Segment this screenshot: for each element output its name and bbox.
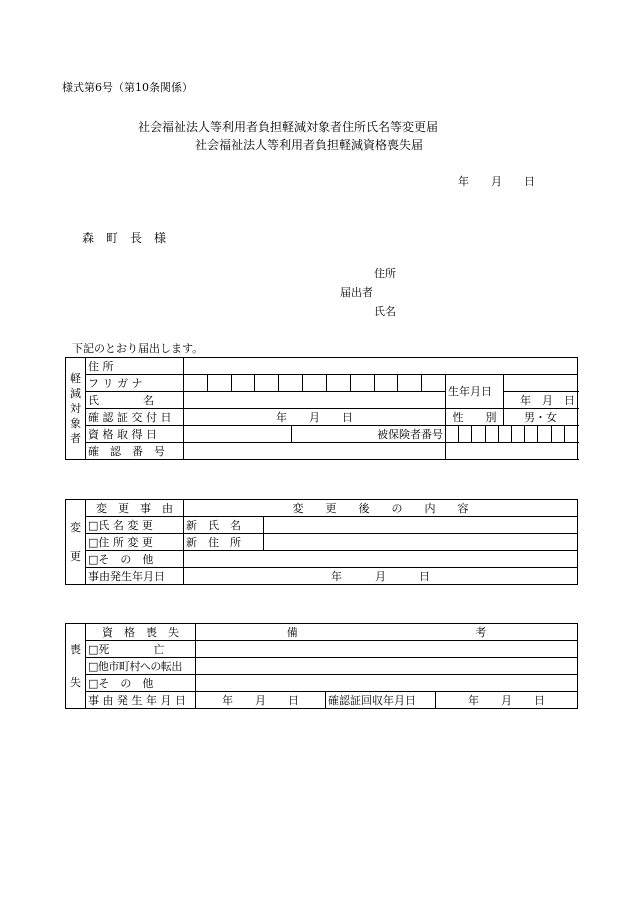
moved-out-checkbox[interactable]: □他市町村への転出	[86, 658, 196, 675]
moved-out-remarks-field[interactable]	[196, 658, 578, 675]
loss-side-char-1: 喪	[70, 643, 81, 656]
subject-side-label: 軽減対象者	[66, 358, 86, 460]
notifier-name-label: 氏名	[374, 305, 396, 318]
change-reason-header: 変 更 事 由	[86, 500, 184, 517]
death-checkbox[interactable]: □死 亡	[86, 641, 196, 658]
title-line-1: 社会福祉法人等利用者負担軽減対象者住所氏名等変更届	[138, 120, 439, 134]
qual-date-field[interactable]	[184, 426, 292, 443]
name-change-checkbox[interactable]: □氏 名 変 更	[86, 517, 184, 534]
remarks-header	[196, 624, 578, 641]
birthdate-blank[interactable]	[504, 375, 578, 392]
insured-no-label: 被保険者番号	[292, 426, 446, 443]
change-content-header: 変 更 後 の 内 容	[184, 500, 578, 517]
change-occurrence-date-value[interactable]: 年 月 日	[184, 568, 578, 585]
gender-value[interactable]: 男・女	[504, 409, 578, 426]
confirm-no-field[interactable]	[184, 443, 446, 460]
other-change-field[interactable]	[184, 551, 578, 568]
submission-date: 年 月 日	[458, 175, 535, 188]
loss-header: 資 格 喪 失	[86, 624, 196, 641]
cert-return-date-label: 確認証回収年月日	[326, 692, 436, 709]
remarks-header-char-2: 考	[475, 625, 487, 639]
gender-label: 性 別	[446, 409, 504, 426]
name-field[interactable]	[184, 392, 446, 409]
notifier-address-label: 住所	[374, 267, 396, 280]
cert-issue-label: 確 認 証 交 付 日	[86, 409, 184, 426]
loss-occurrence-date-label: 事 由 発 生 年 月 日	[86, 692, 196, 709]
insured-no-field[interactable]	[446, 426, 578, 443]
birthdate-label: 生年月日	[446, 375, 504, 409]
birthdate-value[interactable]: 年 月 日	[504, 392, 578, 409]
furigana-label: フ リ ガ ナ	[86, 375, 184, 392]
death-remarks-field[interactable]	[196, 641, 578, 658]
form-number: 様式第6号（第10条関係）	[62, 81, 193, 94]
change-side-char-1: 変	[70, 521, 81, 534]
other-change-checkbox[interactable]: □そ の 他	[86, 551, 184, 568]
other-loss-checkbox[interactable]: □そ の 他	[86, 675, 196, 692]
remarks-header-char-1: 備	[286, 625, 298, 639]
confirm-no-blank	[446, 443, 578, 460]
subject-table	[65, 357, 578, 460]
confirm-no-label: 確 認 番 号	[86, 443, 184, 460]
new-name-label: 新 氏 名	[184, 517, 264, 534]
new-name-field[interactable]	[264, 517, 578, 534]
change-table	[65, 499, 578, 585]
new-address-label: 新 住 所	[184, 534, 264, 551]
address-label: 住 所	[86, 358, 184, 375]
addressee: 森 町 長 様	[82, 231, 167, 245]
notifier-label: 届出者	[340, 286, 373, 299]
address-field[interactable]	[184, 358, 578, 375]
cert-return-date-value[interactable]: 年 月 日	[436, 692, 578, 709]
qual-date-label: 資 格 取 得 日	[86, 426, 184, 443]
new-address-field[interactable]	[264, 534, 578, 551]
furigana-field[interactable]	[184, 375, 446, 392]
title-line-2: 社会福祉法人等利用者負担軽減資格喪失届	[195, 138, 424, 152]
loss-occurrence-date-value[interactable]: 年 月 日	[196, 692, 326, 709]
change-occurrence-date-label: 事由発生年月日	[86, 568, 184, 585]
cert-issue-value[interactable]: 年 月 日	[184, 409, 446, 426]
intro-text: 下記のとおり届出します。	[72, 342, 204, 355]
change-side-label	[66, 500, 86, 585]
name-label: 氏 名	[86, 392, 184, 409]
other-loss-remarks-field[interactable]	[196, 675, 578, 692]
loss-table	[65, 623, 578, 709]
loss-side-label	[66, 624, 86, 709]
change-side-char-2: 更	[70, 550, 81, 563]
address-change-checkbox[interactable]: □住 所 変 更	[86, 534, 184, 551]
loss-side-char-2: 失	[70, 676, 81, 689]
